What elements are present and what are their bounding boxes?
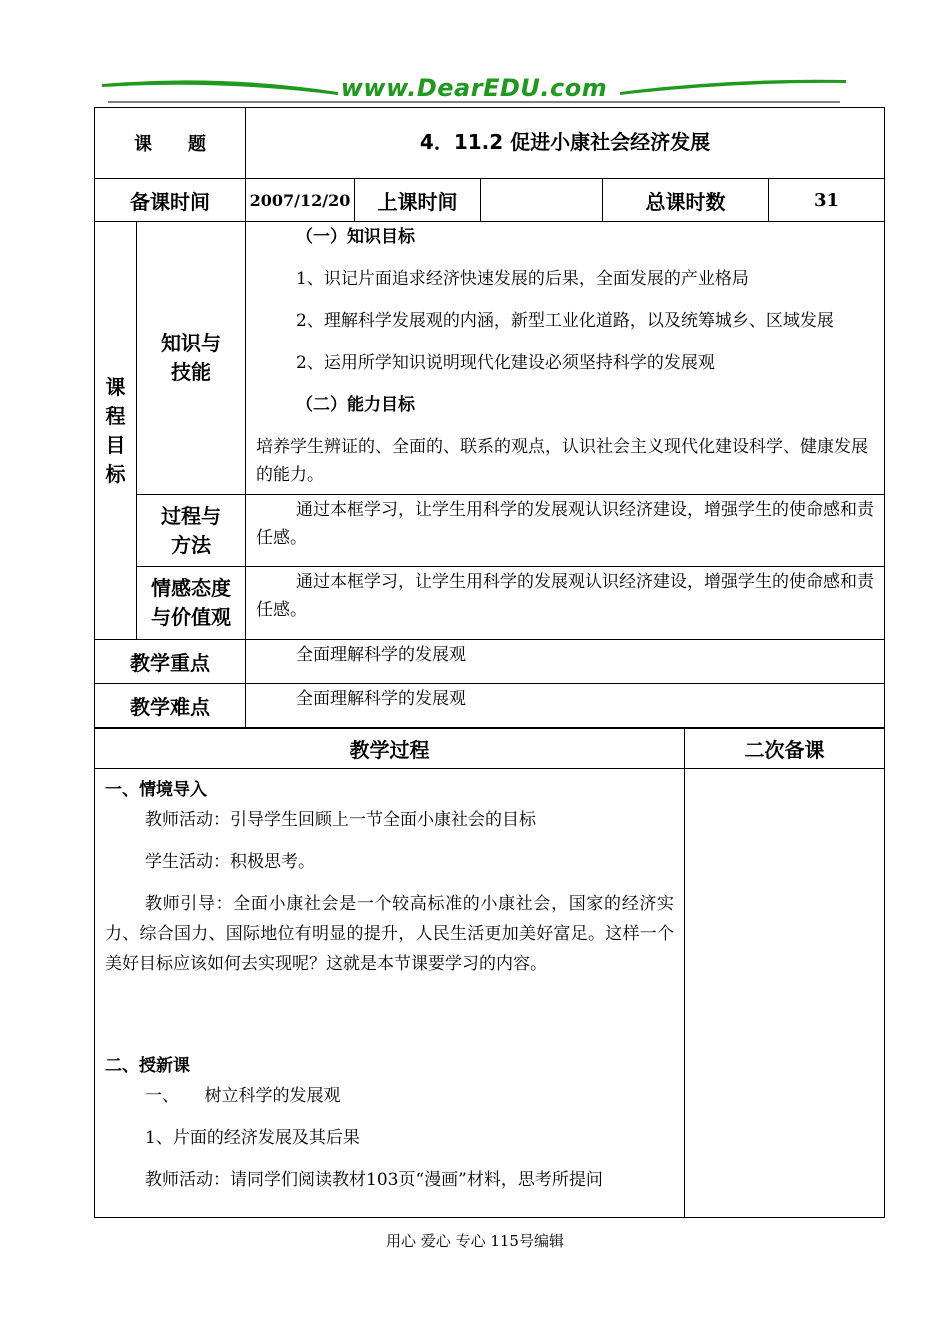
- logo-text: www.DearEDU.com: [340, 74, 608, 102]
- process-body: [95, 769, 685, 1218]
- total-hours-value: 31: [769, 179, 885, 222]
- process-header: 教学过程: [95, 729, 685, 769]
- emotion-text: 通过本框学习，让学生用科学的发展观认识经济建设，增强学生的使命感和责任感。: [246, 567, 885, 640]
- topic-value: 4．11.2 促进小康社会经济发展: [246, 108, 885, 179]
- page-footer: 用心 爱心 专心 115号编辑: [386, 1232, 564, 1250]
- ability-text: 培养学生辨证的、全面的、联系的观点，认识社会主义现代化建设科学、健康发展的能力。: [256, 437, 868, 485]
- process-paragraph: 教师活动：请同学们阅读教材103页“漫画”材料，思考所提问: [145, 1170, 603, 1190]
- class-time-label: 上课时间: [355, 179, 481, 222]
- difficulty-label: 教学难点: [95, 684, 246, 728]
- objectives-label-char: 课: [105, 374, 126, 399]
- objectives-label: [95, 222, 137, 640]
- objectives-label-char: 标: [105, 461, 126, 486]
- emotion-label-line: 与价值观: [151, 605, 231, 629]
- key-point-text: 全面理解科学的发展观: [246, 640, 885, 684]
- section-title: 一、情境导入: [105, 780, 207, 800]
- process-label-line: 过程与: [161, 503, 221, 528]
- knowledge-item: 2、运用所学知识说明现代化建设必须坚持科学的发展观: [296, 353, 715, 373]
- knowledge-label-line: 知识与: [161, 331, 221, 355]
- process-paragraph: 学生活动：积极思考。: [145, 852, 315, 872]
- prep-time-label: 备课时间: [95, 179, 246, 222]
- topic-label: 课 题: [95, 108, 246, 179]
- emotion-label-line: 情感态度: [151, 576, 231, 600]
- key-point-label: 教学重点: [95, 640, 246, 684]
- process-paragraph: 教师引导：全面小康社会是一个较高标准的小康社会，国家的经济实力、综合国力、国际地位有明显的提升，人民生活更加美好富足。这样一个美好目标应该如何去实现呢？这就是本节课要学习的内容。: [105, 894, 674, 974]
- emotion-label: [137, 567, 246, 640]
- section-title: 二、授新课: [105, 1056, 190, 1076]
- process-label-line: 方法: [171, 532, 211, 557]
- process-paragraph: 1、片面的经济发展及其后果: [145, 1128, 360, 1148]
- total-hours-label: 总课时数: [603, 179, 769, 222]
- knowledge-label-line: 技能: [171, 360, 211, 384]
- process-paragraph: 一、 树立科学的发展观: [145, 1086, 341, 1106]
- objectives-label-char: 程: [105, 403, 126, 428]
- prep-time-value: 2007/12/20: [246, 179, 355, 222]
- knowledge-item: 2、理解科学发展观的内涵，新型工业化道路，以及统筹城乡、区域发展: [296, 311, 834, 331]
- process-paragraph: 教师活动：引导学生回顾上一节全面小康社会的目标: [145, 810, 536, 830]
- site-logo: [100, 72, 848, 106]
- process-label: [137, 495, 246, 567]
- lesson-info-table: [94, 107, 885, 728]
- knowledge-label: [137, 222, 246, 495]
- process-text: 通过本框学习，让学生用科学的发展观认识经济建设，增强学生的使命感和责任感。: [246, 495, 885, 567]
- difficulty-text: 全面理解科学的发展观: [246, 684, 885, 728]
- knowledge-heading: （一）知识目标: [296, 227, 415, 247]
- teaching-process-table: [94, 728, 885, 1218]
- knowledge-content: [246, 222, 885, 495]
- second-prep-body: [685, 769, 885, 1218]
- second-prep-header: 二次备课: [685, 729, 885, 769]
- ability-heading: （二）能力目标: [296, 395, 415, 415]
- objectives-label-char: 目: [105, 432, 126, 457]
- class-time-value: [481, 179, 603, 222]
- knowledge-item: 1、识记片面追求经济快速发展的后果，全面发展的产业格局: [296, 269, 749, 289]
